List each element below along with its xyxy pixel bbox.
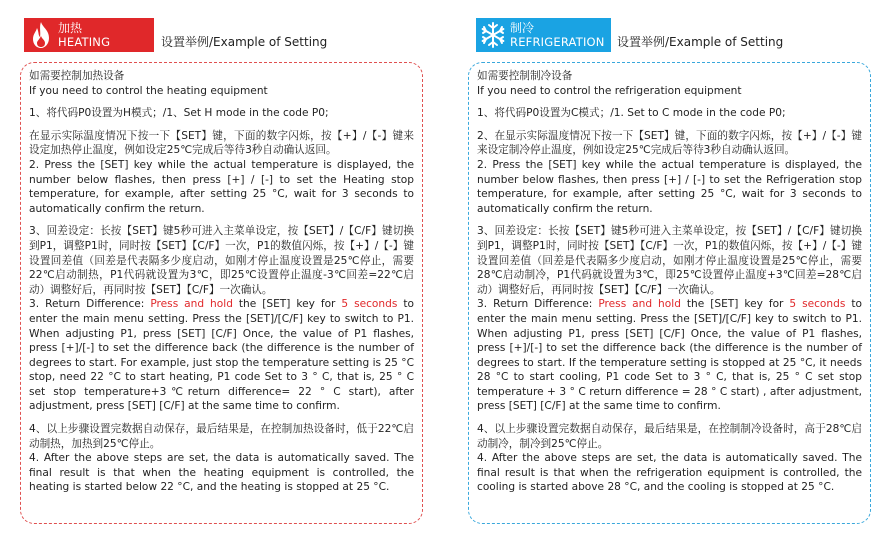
heating-badge [24, 18, 154, 52]
cooling-step3-cn: 3、回差设定：长按【SET】键5秒可进入主菜单设定，按【SET】/【C/F】键切换到P1，调整P1时，同时按【SET】【C/F】一次，P1的数值闪烁，按【+】/【-】键设置回差值（回差是代表隔多少度启动，如刚才停止温度设置是25℃停止，需要28℃启动制冷，P1代码就设置为3℃，即25℃设置停止温度+3℃回差=28℃启动）调整好后，再同时按【SET】【C/F】一次确认。 [477, 225, 862, 296]
cooling-step4-en: 4. After the above steps are set, the data is automatically saved. The final result is that when the refrigeration equipment is controlled, the cooling is started above 28 °C, and the cooling is stopped at 25 °C. [477, 452, 862, 494]
heating-heading: 设置举例/Example of Setting [161, 35, 328, 49]
flame-icon [24, 19, 58, 51]
snowflake-icon [476, 19, 510, 51]
heating-badge-cn: 加热 [58, 21, 83, 35]
cooling-step4-cn: 4、以上步骤设置完数据自动保存，最后结果是，在控制制冷设备时，高于28℃启动制冷，制冷到25℃停止。 [477, 423, 862, 450]
cooling-step2-en: 2. Press the [SET] key while the actual temperature is displayed, the number below flashes, then press [+] / [-] to set the Refrigeration stop temperature, for example, after setting 25 °C, wait for 3 seconds to automatically confirm the return. [477, 158, 862, 215]
cooling-badge [476, 18, 611, 52]
cooling-badge-cn: 制冷 [510, 21, 535, 35]
heating-badge-en: HEATING [58, 35, 111, 49]
heating-step3-en: 3. Return Difference: Press and hold the [SET] key for 5 seconds to enter the main menu setting. Press the [SET]/[C/F] key to switch to P1. When adjusting P1, press [SET] [C/F] Once, the value of P1 flashes, press [+]/[-] to set the difference back (the difference is the number of degrees to start. For example, just stop the temperature setting is 25 °C stop, need 22 °C to start heating, P1 code Set to 3 ° C, that is, 25 ° C set stop temperature+3℃return difference= 22 ° C start), after adjustment, press [SET] [C/F] at the same time to confirm. [29, 298, 414, 413]
heating-step4-cn: 4、以上步骤设置完数据自动保存，最后结果是，在控制加热设备时，低于22℃启动制热，加热到25℃停止。 [29, 423, 414, 450]
heating-step3-cn: 3、回差设定：长按【SET】键5秒可进入主菜单设定，按【SET】/【C/F】键切换到P1，调整P1时，同时按【SET】【C/F】一次，P1的数值闪烁，按【+】/【-】键设置回差值（回差是代表隔多少度启动，如刚才停止温度设置是25℃停止，需要22℃启动制热，P1代码就设置为3℃，即25℃设置停止温度-3℃回差=22℃启动）调整好后，再同时按【SET】【C/F】一次确认。 [29, 225, 414, 296]
cooling-badge-en: REFRIGERATION [510, 35, 605, 49]
cooling-panel [468, 62, 871, 524]
cooling-intro-cn: 如需要控制制冷设备 [477, 70, 573, 82]
heating-intro-en: If you need to control the heating equipment [29, 84, 268, 97]
heating-step4-en: 4. After the above steps are set, the data is automatically saved. The final result is that when the heating equipment is controlled, the heating is started below 22 °C, and the heating is stopped at 25 °C. [29, 452, 414, 494]
heating-step2-en: 2. Press the [SET] key while the actual temperature is displayed, the number below flashes, then press [+] / [-] to set the Heating stop temperature, for example, after setting 25 °C, wait for 3 seconds to automatically confirm the return. [29, 158, 414, 215]
heating-panel [20, 62, 423, 524]
cooling-heading: 设置举例/Example of Setting [617, 35, 784, 49]
cooling-intro-en: If you need to control the refrigeration equipment [477, 84, 742, 97]
heating-step1: 1、将代码P0设置为H模式；/1、Set H mode in the code P0; [29, 107, 329, 120]
cooling-step3-en: 3. Return Difference: Press and hold the [SET] key for 5 seconds to enter the main menu setting. Press the [SET]/[C/F] key to switch to P1. When adjusting P1, press [SET] [C/F] Once, the value of P1 flashes, press [+]/[-] to set the difference back (the difference is the number of degrees to start. If the temperature setting is stopped at 25 °C, it needs 28 °C to start cooling, P1 code Set to 3 ° C, that is, 25 ° C set stop temperature + 3 ° C return difference = 28 ° C start) , after adjustment, press [SET] [C/F] at the same time to confirm. [477, 298, 862, 413]
cooling-step1: 1、将代码P0设置为C模式；/1. Set to C mode in the code P0; [477, 107, 786, 120]
cooling-step2-cn: 2、在显示实际温度情况下按一下【SET】键，下面的数字闪烁，按【+】/【-】键来设定制冷停止温度，例如设定25℃完成后等待3秒自动确认返回。 [477, 129, 862, 157]
heating-intro-cn: 如需要控制加热设备 [29, 70, 125, 82]
heating-step2-cn: 在显示实际温度情况下按一下【SET】键，下面的数字闪烁，按【+】/【-】键来设定加热停止温度，例如设定25℃完成后等待3秒自动确认返回。 [29, 129, 414, 157]
